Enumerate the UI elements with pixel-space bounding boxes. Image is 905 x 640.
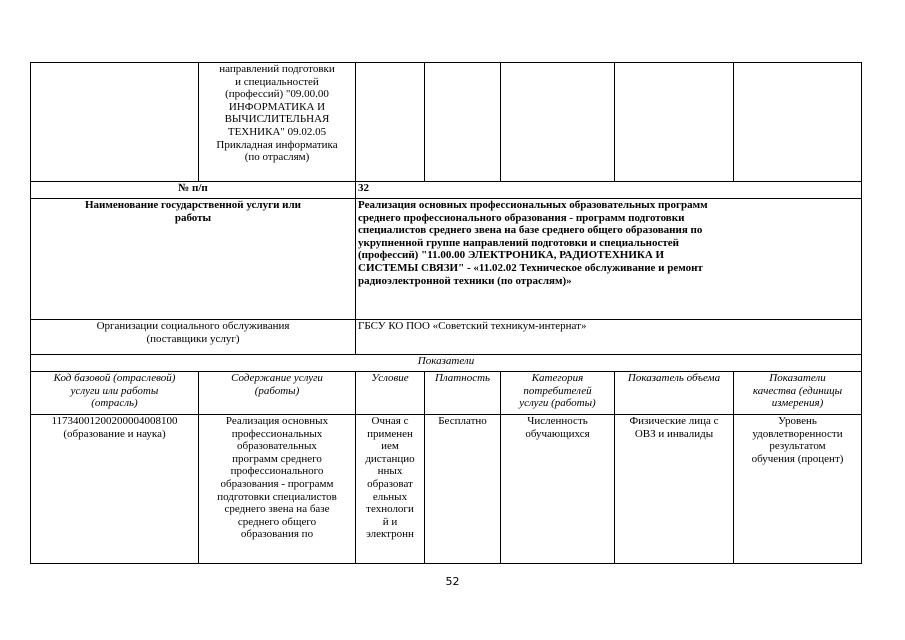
data-row — [31, 415, 862, 564]
organization-value: ГБСУ КО ПОО «Советский техникум-интернат» — [356, 320, 862, 355]
continuation-empty-cell — [425, 63, 501, 182]
header-category: Категория потребителей услуги (работы) — [501, 372, 615, 415]
header-content: Содержание услуги (работы) — [199, 372, 356, 415]
header-volume: Показатель объема — [615, 372, 734, 415]
cell-payment: Бесплатно — [425, 415, 501, 564]
cell-code: 117340012002000040081​00 (образование и наука) — [31, 415, 199, 564]
cell-content: Реализация основных профессиональных образовательных программ среднего профессионального образования - программ подготовки специалистов среднего звена на базе среднего общего образования по — [199, 415, 356, 564]
header-condition: Условие — [356, 372, 425, 415]
cell-category: Численность обучающихся — [501, 415, 615, 564]
number-label: № п/п — [31, 182, 356, 199]
header-code: Код базовой (отраслевой) услуги или работы (отрасль) — [31, 372, 199, 415]
organization-row — [31, 320, 862, 355]
service-name-row — [31, 199, 862, 320]
header-row — [31, 372, 862, 415]
continuation-empty-cell — [356, 63, 425, 182]
cell-volume: Физические лица с ОВЗ и инвалиды — [615, 415, 734, 564]
continuation-row — [31, 63, 862, 182]
number-value: 32 — [356, 182, 862, 199]
continuation-empty-cell — [501, 63, 615, 182]
service-name-label: Наименование государственной услуги или работы — [31, 199, 356, 320]
organization-label: Организации социального обслуживания (поставщики услуг) — [31, 320, 356, 355]
cell-condition: Очная с применен ием дистанцио нных образоват ельных технологи й и электронн — [356, 415, 425, 564]
service-name-value: Реализация основных профессиональных образовательных программ среднего профессионального образования - программ подготовки специалистов среднего звена на базе среднего общего образования по укрупненной группе направлений подготовки и специальностей (профессий) "11.00.00 ЭЛЕКТРОНИКА, РАДИОТЕХНИКА И СИСТЕМЫ СВЯЗИ" - «11.02.02 Техническое обслуживание и ремонт радиоэлектронной техники (по отраслям)» — [356, 199, 862, 320]
continuation-empty-cell — [31, 63, 199, 182]
continuation-empty-cell — [615, 63, 734, 182]
indicators-title-row — [31, 355, 862, 372]
indicators-title: Показатели — [31, 355, 862, 372]
continuation-empty-cell — [734, 63, 862, 182]
header-quality: Показатели качества (единицы измерения) — [734, 372, 862, 415]
cell-quality: Уровень удовлетворенности результатом обучения (процент) — [734, 415, 862, 564]
page-number: 52 — [445, 575, 460, 588]
header-payment: Платность — [425, 372, 501, 415]
number-row — [31, 182, 862, 199]
continuation-text: направлений подготовки и специальностей (профессий) "09.00.00 ИНФОРМАТИКА И ВЫЧИСЛИТЕЛЬНАЯ ТЕХНИКА" 09.02.05 Прикладная информатика (по отраслям) — [199, 63, 356, 182]
document-table — [30, 62, 862, 564]
